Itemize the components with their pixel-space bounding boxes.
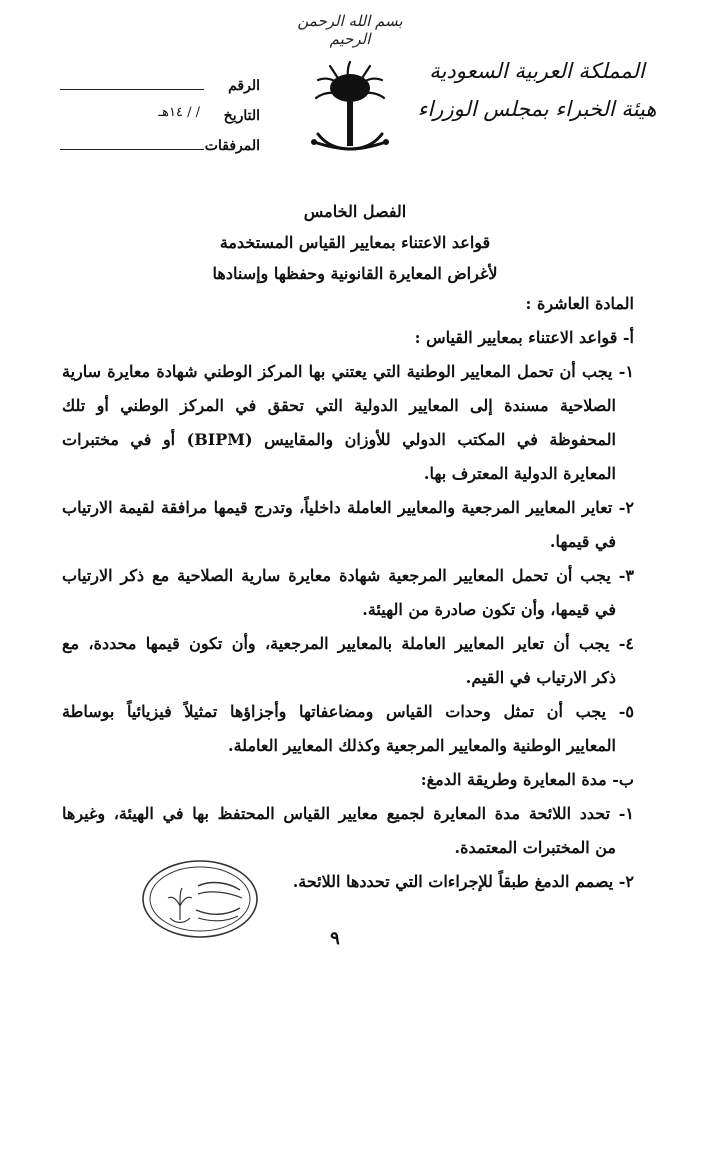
document-body — [62, 287, 634, 899]
reference-block — [60, 64, 260, 154]
bismillah-header: بسم الله الرحمن الرحيم — [297, 12, 403, 48]
item-a3-line2: في قيمها، وأن تكون صادرة من الهيئة. — [362, 600, 616, 619]
number-row — [60, 64, 260, 94]
item-b2-line1: ٢- يصمم الدمغ طبقاً للإجراءات التي تحددها اللائحة. — [292, 872, 634, 891]
chapter-subtitle-1: قواعد الاعتناء بمعايير القياس المستخدمة — [219, 233, 491, 252]
attachments-row — [60, 124, 260, 154]
section-a-heading: أ- قواعد الاعتناء بمعايير القياس : — [414, 328, 634, 347]
item-a5-line1: ٥- يجب أن تمثل وحدات القياس ومضاعفاتها وأجزاؤها تمثيلاً فيزيائياً بوساطة — [62, 702, 634, 721]
item-a1-line2: الصلاحية مسندة إلى المعايير الدولية التي تحقق في المركز الوطني أو تلك — [62, 396, 616, 415]
org-country: المملكة العربية السعودية — [429, 59, 645, 83]
item-a1-line3: المحفوظة في المكتب الدولي للأوزان والمقاييس (BIPM) أو في مختبرات — [62, 430, 616, 449]
item-a4-line2: ذكر الارتياب في القيم. — [465, 668, 616, 687]
item-a1-line4: المعايرة الدولية المعترف بها. — [423, 464, 616, 483]
chapter-title: الفصل الخامس — [303, 202, 407, 221]
chapter-titles — [100, 196, 610, 289]
page-number: ٩ — [330, 928, 340, 949]
item-a3-line1: ٣- يجب أن تحمل المعايير المرجعية شهادة معايرة سارية الصلاحية مع ذكر الارتياب — [62, 566, 634, 585]
date-label: التاريخ — [223, 108, 260, 124]
date-value: / / ١٤هـ — [158, 105, 200, 120]
item-a4-line1: ٤- يجب أن تعاير المعايير العاملة بالمعايير المرجعية، وأن تكون قيمها محددة، مع — [62, 634, 634, 653]
org-authority: هيئة الخبراء بمجلس الوزراء — [417, 97, 657, 121]
section-b-heading: ب- مدة المعايرة وطريقة الدمغ: — [420, 770, 634, 789]
item-a2-line1: ٢- تعاير المعايير المرجعية والمعايير العاملة داخلياً، وتدرج قيمها مرافقة لقيمة الارتياب — [62, 498, 634, 517]
item-a5-line2: المعايير الوطنية والمعايير المرجعية وكذلك المعايير العاملة. — [228, 736, 616, 755]
chapter-subtitle-2: لأغراض المعايرة القانونية وحفظها وإسنادها — [212, 264, 498, 283]
saudi-emblem-icon — [300, 58, 400, 168]
attachments-line — [60, 135, 204, 150]
number-label: الرقم — [228, 78, 260, 94]
item-b1-line2: من المختبرات المعتمدة. — [454, 838, 616, 857]
item-a1-line1: ١- يجب أن تحمل المعايير الوطنية التي يعتني بها المركز الوطني شهادة معايرة سارية — [62, 362, 634, 381]
item-a2-line2: في قيمها. — [549, 532, 616, 551]
attachments-label: المرفقات — [204, 138, 260, 154]
number-line — [60, 75, 204, 90]
organization-header — [402, 52, 672, 128]
article-heading: المادة العاشرة : — [525, 294, 634, 313]
official-stamp-icon — [140, 858, 260, 940]
date-line — [60, 106, 204, 120]
item-b1-line1: ١- تحدد اللائحة مدة المعايرة لجميع معايير القياس المحتفظ بها في الهيئة، وغيرها — [62, 804, 634, 823]
date-row — [60, 94, 260, 124]
